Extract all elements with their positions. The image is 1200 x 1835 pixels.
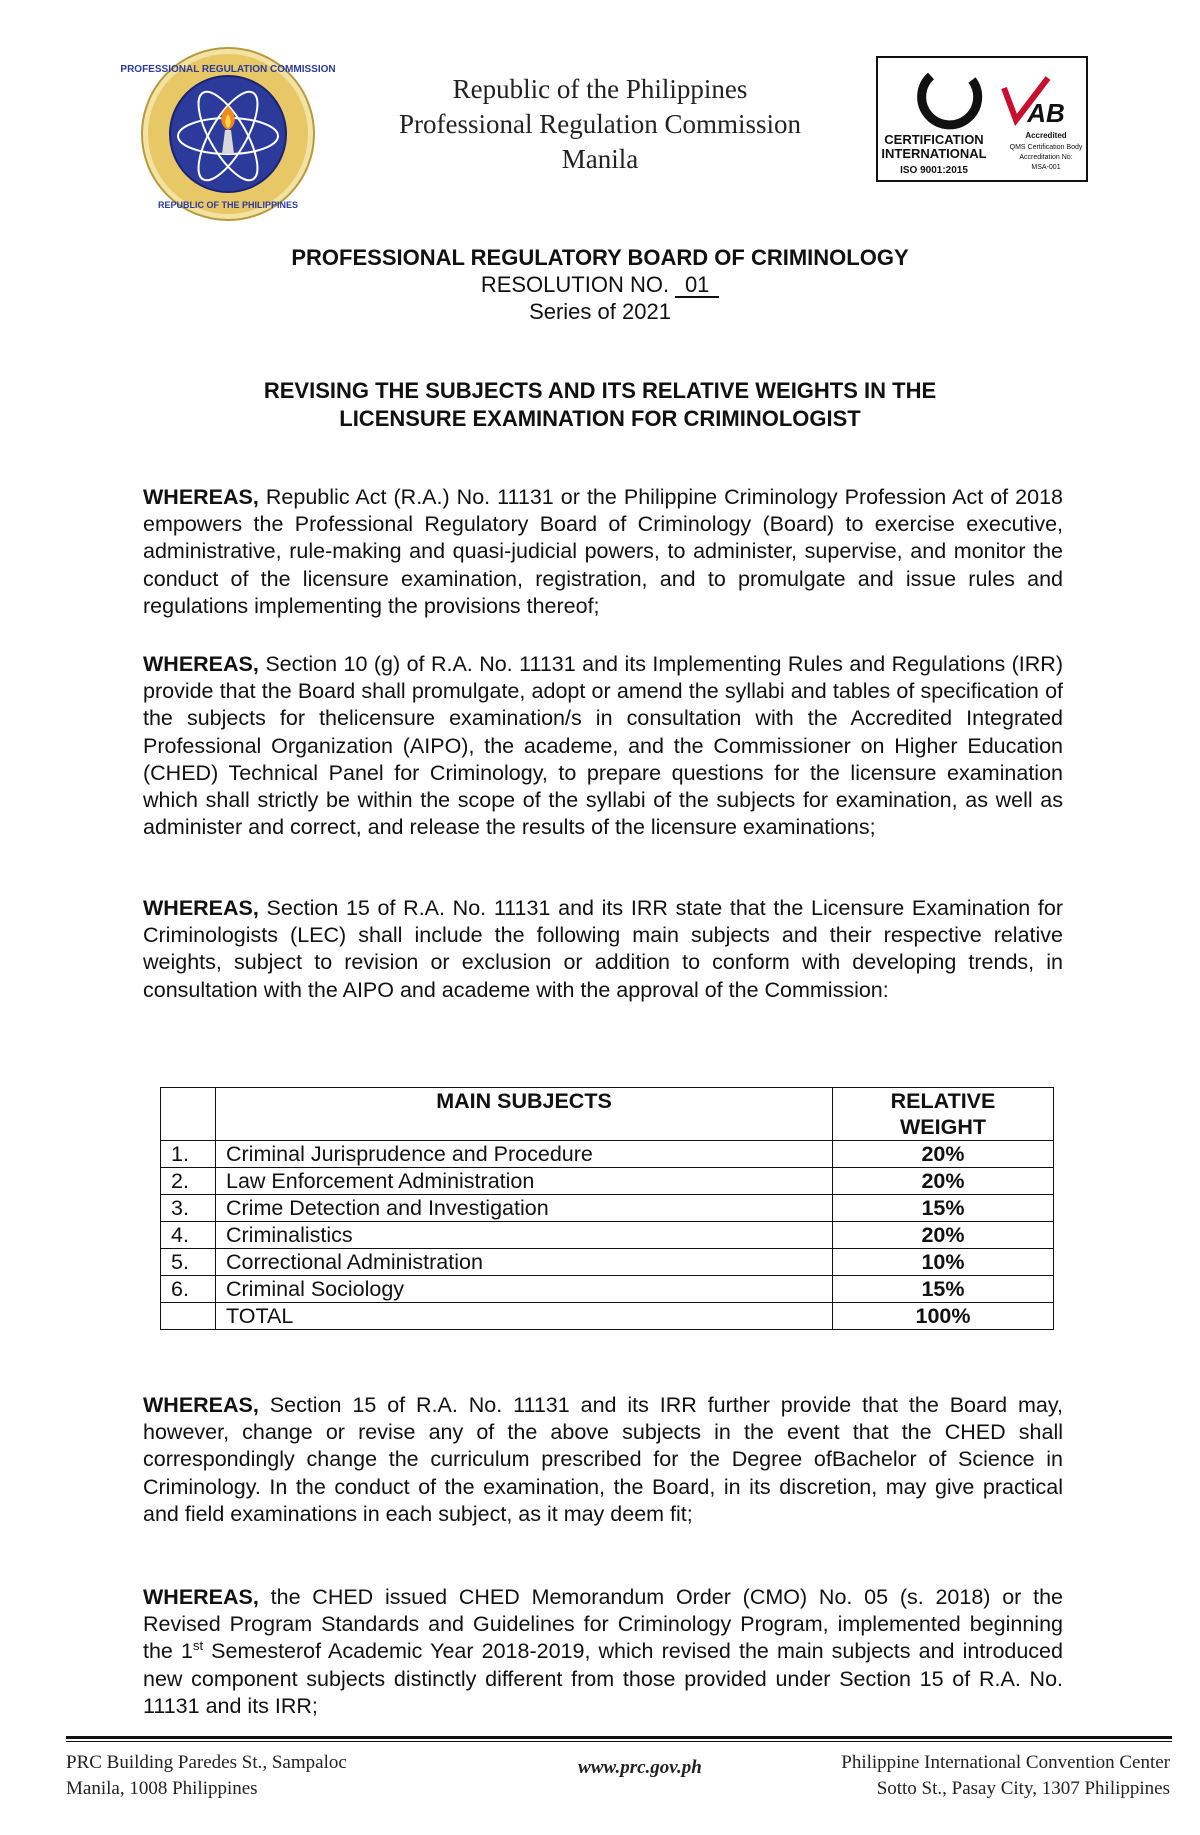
whereas-paragraph-1 [143, 484, 1063, 620]
total-empty-cell [161, 1303, 216, 1330]
footer-left-line2: Manila, 1008 Philippines [66, 1778, 258, 1799]
subjects-weights-table [160, 1087, 1054, 1330]
row-subject: Criminalistics [216, 1222, 833, 1249]
weight-header-line1: RELATIVE [890, 1089, 996, 1113]
row-subject: Correctional Administration [216, 1249, 833, 1276]
row-weight: 15% [833, 1195, 1054, 1222]
header-line-city: Manila [561, 144, 639, 174]
ordinal-suffix: st [192, 1638, 204, 1654]
whereas-paragraph-4 [143, 1392, 1063, 1528]
row-subject: Criminal Jurisprudence and Procedure [216, 1141, 833, 1168]
footer-left-line1: PRC Building Paredes St., Sampaloc [66, 1752, 347, 1773]
row-weight: 10% [833, 1249, 1054, 1276]
table-row [161, 1276, 1054, 1303]
footer-rule-thin [66, 1741, 1172, 1742]
row-weight: 20% [833, 1141, 1054, 1168]
table-header-weight [833, 1088, 1054, 1141]
row-number: 1. [161, 1141, 216, 1168]
row-subject: Law Enforcement Administration [216, 1168, 833, 1195]
resolution-number-line [140, 271, 1060, 298]
paragraph-text-cont: Semesterof Academic Year 2018-2019, which revised the main subjects and introduced new component subjects distinctly different from those provided under Section 15 of R.A. No. 11131 and its IRR; [143, 1639, 1063, 1718]
seal-bottom-text: REPUBLIC OF THE PHILIPPINES [157, 200, 299, 210]
row-number: 4. [161, 1222, 216, 1249]
row-subject: Crime Detection and Investigation [216, 1195, 833, 1222]
paragraph-text: Republic Act (R.A.) No. 11131 or the Philippine Criminology Profession Act of 2018 empowers the Professional Regulatory Board of Criminology (Board) to exercise executive, administrative, rule-making and quasi-judicial powers, to administer, supervise, and monitor the conduct of the licensure examination, registration, and to promulgate and issue rules and regulations implementing the provisions thereof; [143, 485, 1063, 618]
table-row [161, 1222, 1054, 1249]
cert-msa: MSA-001 [1031, 164, 1061, 171]
whereas-paragraph-2 [143, 651, 1063, 841]
resolution-series: Series of 2021 [529, 299, 671, 324]
table-row [161, 1168, 1054, 1195]
paragraph-text: Section 15 of R.A. No. 11131 and its IRR further provide that the Board may, however, change or revise any of the above subjects in the event that the CHED shall correspondingly change the curriculum prescribed for the Degree ofBachelor of Science in Criminology. In the conduct of the examination, the Board, in its discretion, may give practical and field examinations in each subject, as it may deem fit; [143, 1393, 1063, 1526]
resolution-heading [140, 377, 1060, 433]
paragraph-text: the CHED issued CHED Memorandum Order (CMO) No. 05 (s. 2018) or the Revised Program Standards and Guidelines for Criminology Program, implemented beginning the 1 [143, 1585, 1063, 1664]
agency-header [350, 72, 850, 177]
table-row [161, 1195, 1054, 1222]
whereas-lead: WHEREAS, [143, 896, 259, 920]
iso-certification-badge [876, 56, 1088, 182]
footer-address-left [66, 1750, 347, 1802]
table-row [161, 1249, 1054, 1276]
heading-line2: LICENSURE EXAMINATION FOR CRIMINOLOGIST [339, 406, 861, 431]
row-weight: 20% [833, 1222, 1054, 1249]
row-number: 3. [161, 1195, 216, 1222]
paragraph-text: Section 10 (g) of R.A. No. 11131 and its Implementing Rules and Regulations (IRR) provide that the Board shall promulgate, adopt or amend the syllabi and tables of specification of the subjects for thelicensure examination/s in consultation with the Accredited Integrated Professional Organization (AIPO), the academe, and the Commissioner on Higher Education (CHED) Technical Panel for Criminology, to prepare questions for the licensure examination which shall strictly be within the scope of the syllabi of the subjects for examination, as well as administer and correct, and release the results of the licensure examinations; [143, 652, 1063, 840]
resolution-prefix: RESOLUTION NO. [480, 272, 670, 297]
whereas-paragraph-3 [143, 895, 1063, 1004]
row-number: 6. [161, 1276, 216, 1303]
total-label: TOTAL [216, 1303, 833, 1330]
header-line-commission: Professional Regulation Commission [399, 109, 801, 139]
row-subject: Criminal Sociology [216, 1276, 833, 1303]
paragraph-text: Section 15 of R.A. No. 11131 and its IRR state that the Licensure Examination for Criminologists (LEC) shall include the following main subjects and their respective relative weights, subject to revision or exclusion or addition to conform with developing trends, in consultation with the AIPO and academe with the approval of the Commission: [143, 896, 1063, 1002]
footer-right-line2: Sotto St., Pasay City, 1307 Philippines [876, 1778, 1170, 1799]
table-total-row [161, 1303, 1054, 1330]
row-number: 5. [161, 1249, 216, 1276]
header-line-republic: Republic of the Philippines [452, 74, 748, 104]
row-weight: 15% [833, 1276, 1054, 1303]
footer-website-link[interactable]: www.prc.gov.ph [578, 1757, 702, 1778]
whereas-paragraph-5 [143, 1584, 1063, 1720]
board-name: PROFESSIONAL REGULATORY BOARD OF CRIMINOLOGY [291, 245, 909, 270]
cert-line1: CERTIFICATION [884, 132, 984, 147]
heading-line1: REVISING THE SUBJECTS AND ITS RELATIVE WEIGHTS IN THE [263, 378, 937, 403]
weight-header-line2: WEIGHT [900, 1115, 986, 1139]
cert-line2: INTERNATIONAL [881, 146, 987, 161]
prc-seal-logo [120, 44, 336, 224]
whereas-lead: WHEREAS, [143, 1393, 259, 1417]
cert-iso: ISO 9001:2015 [900, 165, 968, 176]
whereas-lead: WHEREAS, [143, 1585, 259, 1609]
row-weight: 20% [833, 1168, 1054, 1195]
whereas-lead: WHEREAS, [143, 485, 259, 509]
resolution-title-block [140, 244, 1060, 325]
total-weight: 100% [833, 1303, 1054, 1330]
seal-ring-text: PROFESSIONAL REGULATION COMMISSION [120, 64, 336, 75]
table-header-row [161, 1088, 1054, 1141]
resolution-number: 01 [675, 274, 719, 298]
row-number: 2. [161, 1168, 216, 1195]
table-row [161, 1141, 1054, 1168]
cert-body: QMS Certification Body [1009, 144, 1083, 151]
footer-right-line1: Philippine International Convention Center [841, 1752, 1170, 1773]
cert-ab-logo: AB [1027, 98, 1065, 128]
footer-rule [66, 1736, 1172, 1739]
table-header-num [161, 1088, 216, 1141]
whereas-lead: WHEREAS, [143, 652, 259, 676]
footer-address-right [841, 1750, 1170, 1802]
table-header-subject: MAIN SUBJECTS [216, 1088, 833, 1141]
cert-accno: Accreditation No: [1019, 154, 1073, 161]
cert-accredited: Accredited [1025, 131, 1067, 140]
